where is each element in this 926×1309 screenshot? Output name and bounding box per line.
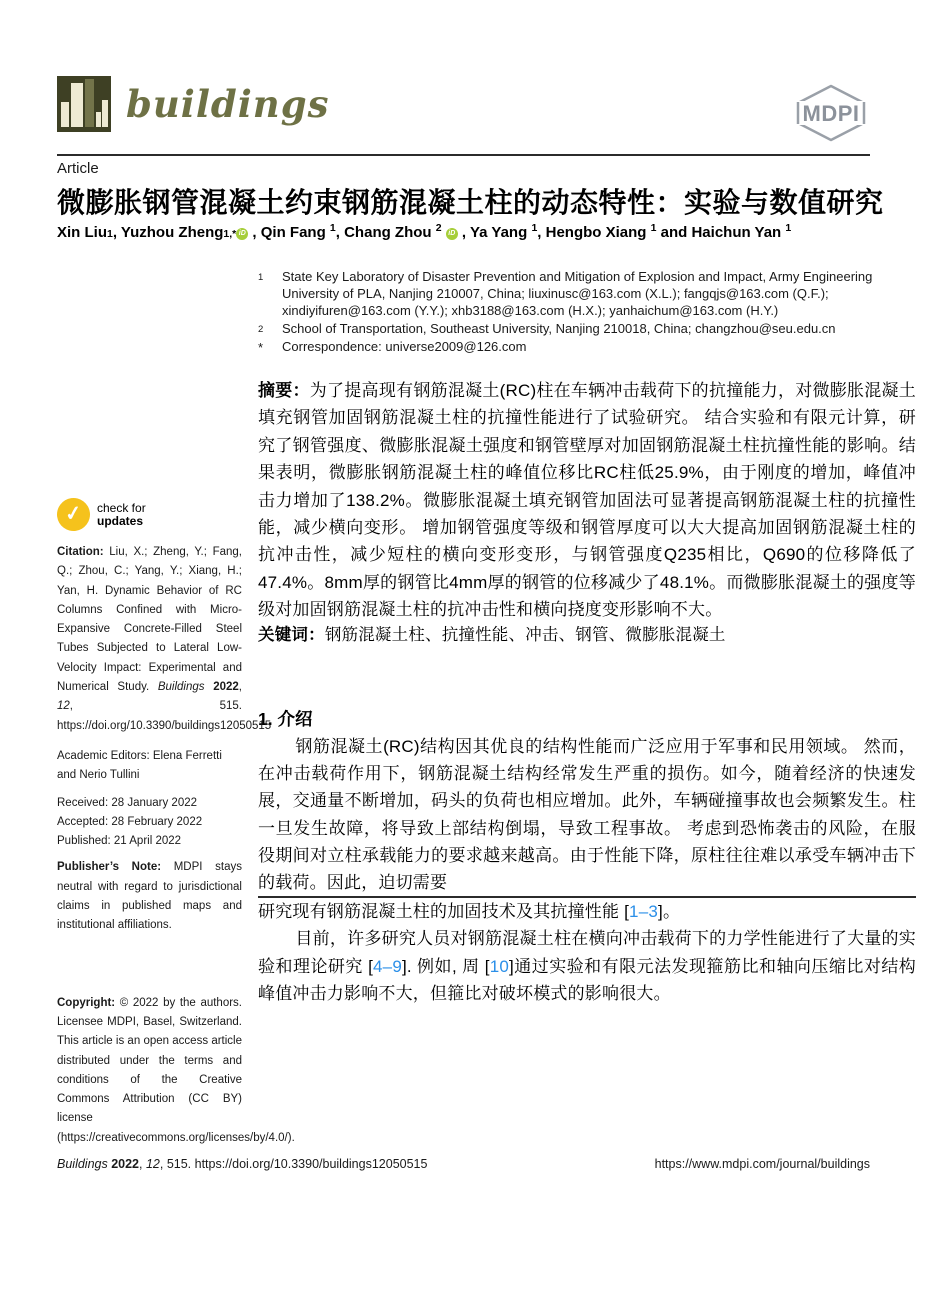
author-affil-marker: 1 (785, 222, 792, 234)
author-affil-marker: 1 (650, 222, 657, 234)
page-footer (57, 1157, 870, 1171)
badge-line2: updates (97, 513, 144, 528)
abstract (258, 377, 916, 624)
page-title: 微膨胀钢管混凝土约束钢筋混凝土柱的动态特性：实验与数值研究 (57, 187, 884, 218)
citation-ref-link[interactable]: 4–9 (373, 956, 402, 976)
affiliation-marker: 2 (258, 323, 264, 335)
badge-line1: check for (97, 500, 146, 515)
citation-doi: , 515. https://doi.org/10.3390/buildings12050515 (57, 700, 272, 732)
intro-paragraph-1-tail (258, 896, 916, 925)
affiliation-text: State Key Laboratory of Disaster Prevention and Mitigation of Explosion and Impact, Army Engineering University of PLA, Nanjing 210007, China; liuxinusc@163.com (X.L.); fangqjs@163.com (Q.F.); xindiyifuren@163.com (Y.Y.); xhb3188@163.com (H.X.); yanhaichum@163.com (H.Y.) (282, 269, 873, 319)
intro-paragraph-1: 钢筋混凝土(RC)结构因其优良的结构性能而广泛应用于军事和民用领域。 然而，在冲击载荷作用下，钢筋混凝土结构经常发生严重的损伤。如今，随着经济的快速发展，交通量不断增加，码头的负荷也相应增加。此外，车辆碰撞事故也会频繁发生。柱一旦发生故障，将导致上部结构倒塌，导致工程事故。 考虑到恐怖袭击的风险，在服役期间对立柱承载能力的要求越来越高。由于性能下降，原柱往往难以承受车辆冲击下的载荷。因此，迫切需要 (258, 737, 916, 893)
article-type-label: Article (57, 160, 99, 177)
author-name: and Haichun Yan (656, 224, 786, 241)
citation-journal: Buildings (157, 681, 214, 694)
affiliation-marker: 1 (258, 272, 264, 283)
intro-text: ]通过实验和有限元法发现箍筋比和轴向压缩比对结构峰值冲击力影响不大，但箍比对破坏模式的影响很大。 (258, 956, 917, 1003)
publisher-note-text: MDPI stays neutral with regard to jurisdictional claims in published maps and institutional affiliations. (57, 861, 242, 932)
citation-volume: 12 (57, 700, 70, 713)
intro-paragraph-2 (258, 925, 916, 1007)
keywords-text: 钢筋混凝土柱、抗撞性能、冲击、钢管、微膨胀混凝土 (324, 626, 726, 644)
mdpi-logo (792, 84, 870, 147)
copyright-text: © 2022 by the authors. Licensee MDPI, Basel, Switzerland. This article is an open access article distributed under the terms and conditions of the Creative Commons Attribution (CC BY) license (https://creativecommons.org/licenses/by/4.0/). (57, 996, 295, 1144)
introduction-body (258, 733, 916, 1007)
authors-line (57, 222, 917, 241)
author-affil-marker: 2 (435, 222, 442, 234)
published-date: Published: 21 April 2022 (57, 835, 182, 848)
footer-year: 2022 (111, 1157, 140, 1171)
footer-volume: 12 (145, 1157, 160, 1171)
accepted-date: Accepted: 28 February 2022 (57, 815, 203, 828)
dates-block (57, 794, 242, 852)
copyright-label: Copyright: (57, 996, 120, 1009)
header-divider (57, 154, 870, 156)
check-for-updates-label (97, 502, 146, 528)
check-icon: ✓ (55, 496, 92, 533)
correspondence-marker: * (258, 339, 264, 355)
keywords-label: 关键词： (258, 626, 325, 644)
footer-citation (57, 1157, 427, 1171)
publisher-note (57, 858, 242, 935)
correspondence-text: Correspondence: universe2009@126.com (282, 338, 527, 354)
affiliation-item (258, 268, 908, 320)
affiliation-item (258, 320, 908, 338)
footer-doi: , 515. https://doi.org/10.3390/buildings12050515 (159, 1157, 428, 1171)
orcid-icon[interactable]: iD (236, 228, 248, 240)
copyright-block (57, 994, 295, 1148)
citation-year: 2022 (213, 681, 239, 694)
orcid-icon[interactable]: iD (446, 228, 458, 240)
footer-journal: Buildings (57, 1157, 112, 1171)
author-affil-marker: 1 (107, 228, 113, 240)
author-affil-marker: 1 (329, 222, 336, 234)
journal-logo (57, 76, 329, 132)
abstract-label: 摘要： (258, 381, 310, 400)
author-affil-marker: 1 (531, 222, 538, 234)
affiliations-block (258, 268, 908, 356)
affiliation-text: School of Transportation, Southeast University, Nanjing 210018, China; changzhou@seu.edu.cn (282, 320, 836, 336)
publisher-note-label: Publisher’s Note: (57, 861, 174, 874)
citation-label: Citation: (57, 546, 110, 558)
author-name: Xin Liu (57, 224, 107, 241)
footer-journal-url: https://www.mdpi.com/journal/buildings (654, 1157, 870, 1171)
citation-sep: , (238, 681, 242, 694)
keywords (258, 621, 916, 645)
footer-sep: , (139, 1157, 146, 1171)
author-name: , Qin Fang (248, 224, 330, 241)
section-heading-introduction: 1. 介绍 (258, 709, 313, 729)
intro-text: ]. 例如, 周 [ (401, 956, 490, 976)
author-name: , Hengbo Xiang (537, 224, 651, 241)
citation-text: Liu, X.; Zheng, Y.; Fang, Q.; Zhou, C.; Yang, Y.; Xiang, H.; Yan, H. Dynamic Behavior of RC Columns Confined with Micro-Expansive Concrete-Filled Steel Tubes Subjected to Lateral Low-Velocity Impact: Experimental and Numerical Study. (57, 546, 242, 694)
citation-ref-link[interactable]: 10 (489, 956, 510, 976)
buildings-logo-icon (57, 76, 111, 132)
citation-block (57, 543, 272, 736)
citation-ref-link[interactable]: 1–3 (629, 902, 659, 922)
check-for-updates-badge[interactable] (57, 498, 242, 531)
mdpi-logo-icon (792, 84, 870, 142)
author-name: , Yuzhou Zheng (112, 224, 224, 241)
mdpi-logo-text: MDPI (802, 101, 860, 126)
abstract-text: 为了提高现有钢筋混凝土(RC)柱在车辆冲击载荷下的抗撞能力，对微膨胀混凝土填充钢管加固钢筋混凝土柱的抗撞性能进行了试验研究。 结合实验和有限元计算，研究了钢管强度、微膨胀混凝土强度和钢管壁厚对加固钢筋混凝土柱抗撞性能的影响。结果表明，微膨胀钢筋混凝土柱的峰值位移比RC柱低25.9%，由于刚度的增加，峰值冲击力增加了138.2%。微膨胀混凝土填充钢管加固法可显著提高钢筋混凝土柱的抗撞性能，减少横向变形。 增加钢管强度等级和钢管厚度可以大大提高加固钢筋混凝土柱的抗冲击性，减少短柱的横向变形变形，与钢管强度Q235相比，Q690的位移降低了47.4%。8mm厚的钢管比4mm厚的钢管的位移减少了48.1%。而微膨胀混凝土的强度等级对加固钢筋混凝土柱的抗冲击性和横向挠度变形影响不大。 (258, 381, 916, 620)
affiliation-item (258, 338, 908, 356)
author-name: , Chang Zhou (335, 224, 436, 241)
author-affil-marker: 1,* (223, 228, 237, 240)
journal-wordmark: buildings (126, 82, 330, 126)
received-date: Received: 28 January 2022 (57, 796, 198, 809)
author-name: , Ya Yang (457, 224, 532, 241)
academic-editors: Academic Editors: Elena Ferretti and Nerio Tullini (57, 749, 222, 782)
intro-text: ]。 (658, 902, 681, 922)
intro-text: 目前，许多研究人员对钢筋混凝土柱在横向冲击载荷下的力学性能进行了大量的实验和理论研究 [ (258, 929, 916, 976)
intro-text: 研究现有钢筋混凝土柱的加固技术及其抗撞性能 [ (258, 902, 630, 922)
